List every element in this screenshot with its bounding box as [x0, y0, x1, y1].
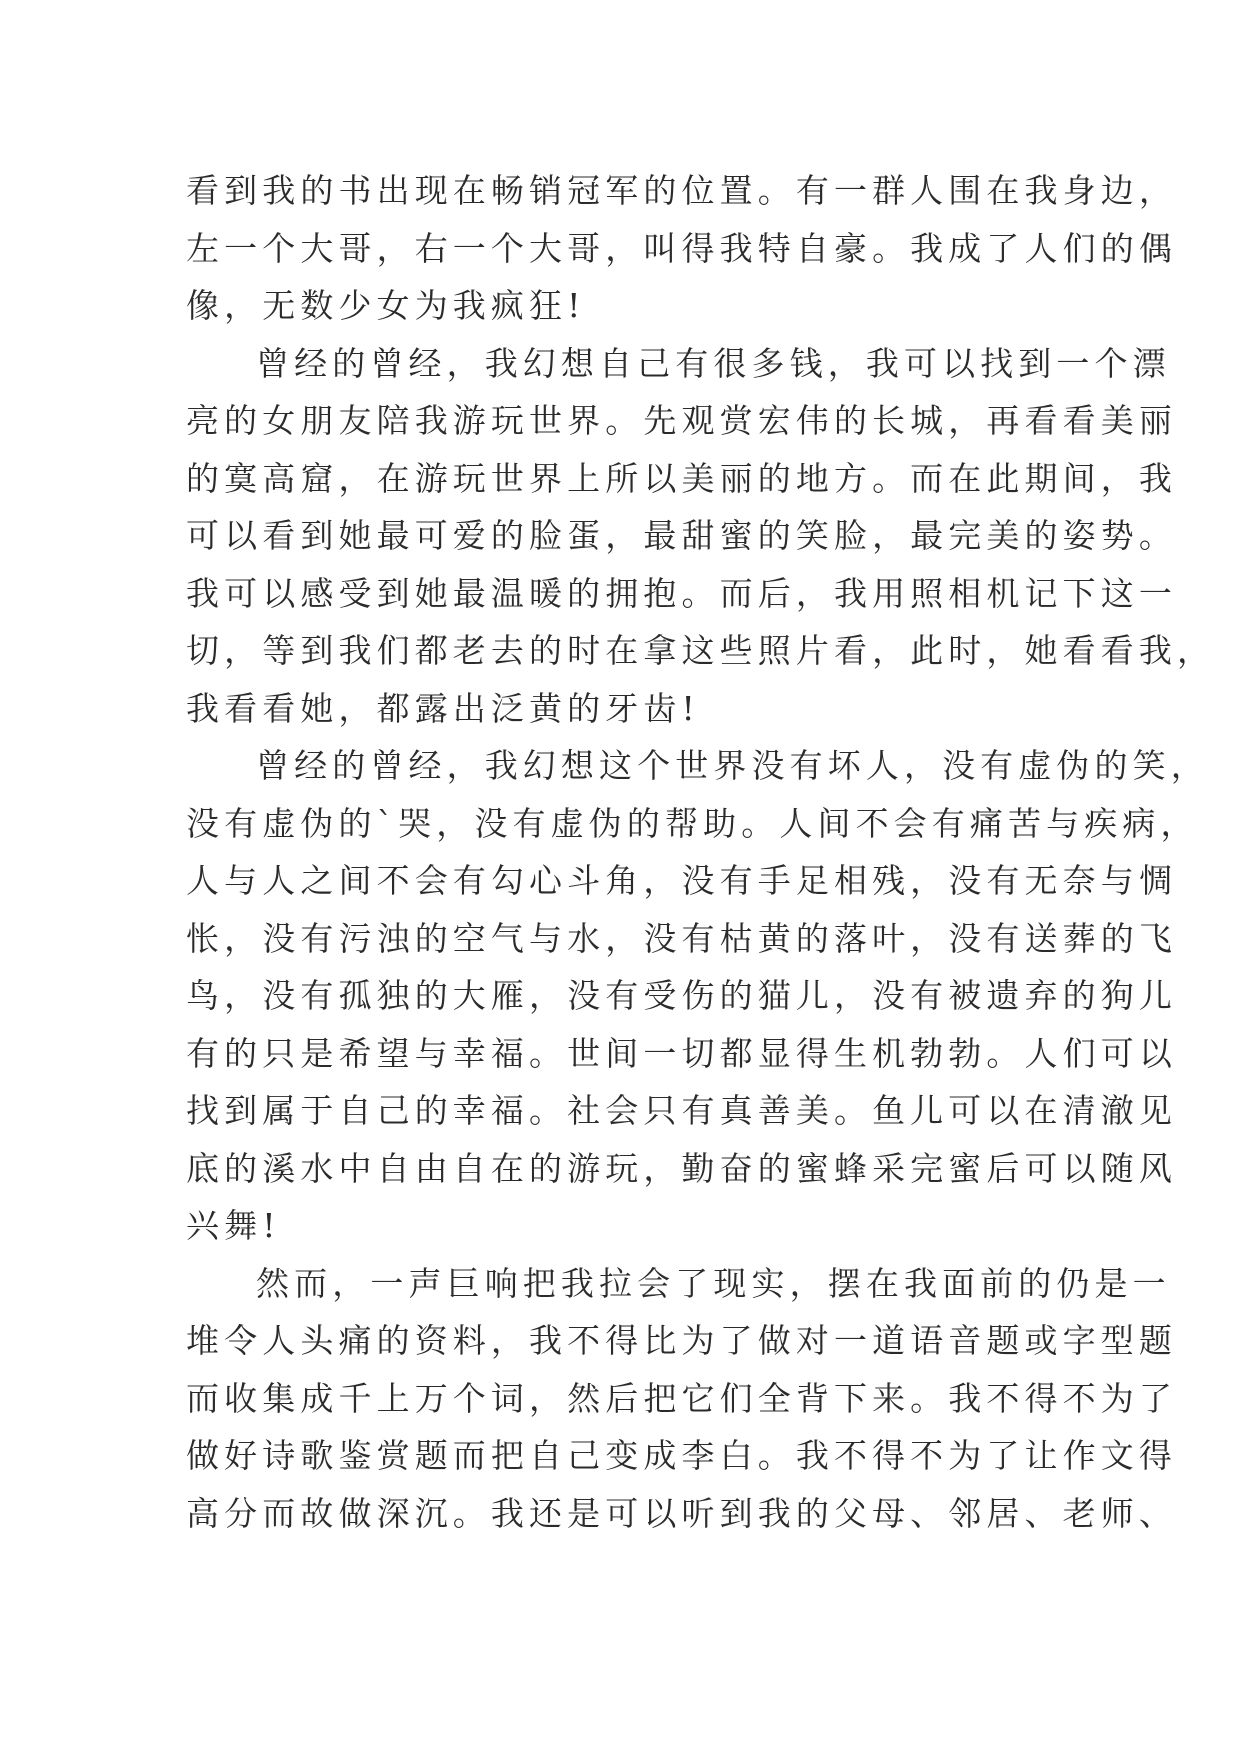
- text-line: 我可以感受到她最温暖的拥抱。而后，我用照相机记下这一: [186, 573, 1177, 613]
- text-line: 堆令人头痛的资料，我不得比为了做对一道语音题或字型题: [186, 1321, 1177, 1360]
- text-line: 怅，没有污浊的空气与水，没有枯黄的落叶，没有送葬的飞: [186, 918, 1177, 958]
- text-line: 做好诗歌鉴赏题而把自己变成李白。我不得不为了让作文得: [186, 1436, 1177, 1475]
- text-line: 左一个大哥，右一个大哥，叫得我特自豪。我成了人们的偶: [186, 228, 1177, 268]
- text-line: 亮的女朋友陪我游玩世界。先观赏宏伟的长城，再看看美丽: [186, 401, 1177, 440]
- text-line: 兴舞!: [186, 1206, 281, 1245]
- text-line: 没有虚伪的`哭，没有虚伪的帮助。人间不会有痛苦与疾病，: [186, 803, 1199, 843]
- text-line: 底的溪水中自由自在的游玩，勤奋的蜜蜂采完蜜后可以随风: [186, 1148, 1177, 1188]
- document-body: [186, 162, 1216, 1542]
- text-line: 有的只是希望与幸福。世间一切都显得生机勃勃。人们可以: [186, 1033, 1177, 1073]
- text-line: 曾经的曾经，我幻想自己有很多钱，我可以找到一个漂: [256, 343, 1171, 383]
- text-line: 人与人之间不会有勾心斗角，没有手足相残，没有无奈与惆: [186, 861, 1177, 900]
- text-line: 鸟，没有孤独的大雁，没有受伤的猫儿，没有被遗弃的狗儿: [186, 976, 1177, 1015]
- text-line: 像，无数少女为我疯狂!: [186, 286, 586, 325]
- text-line: 而收集成千上万个词，然后把它们全背下来。我不得不为了: [186, 1378, 1177, 1418]
- text-line: 我看看她，都露出泛黄的牙齿!: [186, 688, 700, 728]
- text-line: 曾经的曾经，我幻想这个世界没有坏人，没有虚伪的笑，: [256, 746, 1209, 785]
- text-line: 切，等到我们都老去的时在拿这些照片看，此时，她看看我，: [186, 631, 1216, 670]
- text-line: 看到我的书出现在畅销冠军的位置。有一群人围在我身边，: [186, 171, 1177, 210]
- text-line: 找到属于自己的幸福。社会只有真善美。鱼儿可以在清澈见: [186, 1091, 1177, 1130]
- text-line: 高分而故做深沉。我还是可以听到我的父母、邻居、老师、: [186, 1493, 1177, 1533]
- text-line: 的寞高窟，在游玩世界上所以美丽的地方。而在此期间，我: [186, 458, 1177, 498]
- text-line: 然而，一声巨响把我拉会了现实，摆在我面前的仍是一: [256, 1263, 1171, 1303]
- text-line: 可以看到她最可爱的脸蛋，最甜蜜的笑脸，最完美的姿势。: [186, 516, 1177, 555]
